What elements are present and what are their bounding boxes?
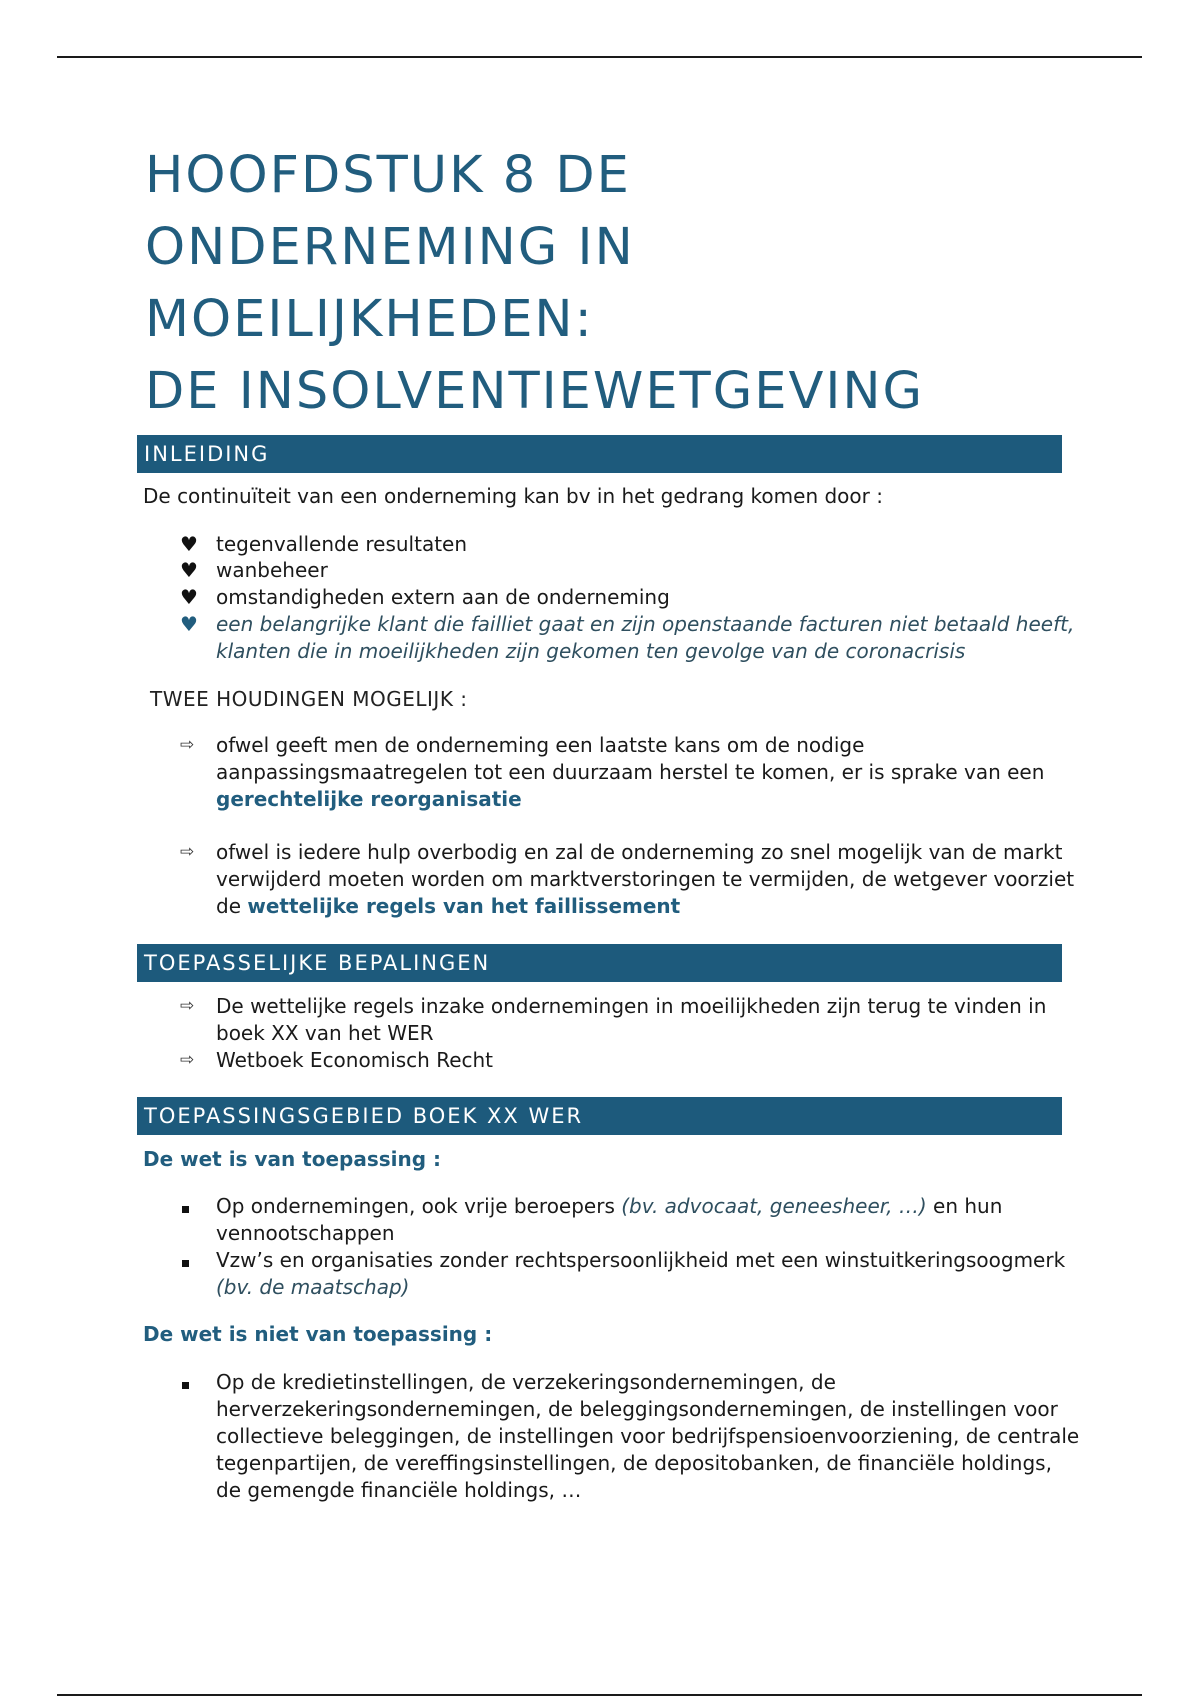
option-1-highlight: gerechtelijke reorganisatie <box>216 787 522 811</box>
applies-2-example: (bv. de maatschap) <box>216 1275 410 1299</box>
list-item-text: Wetboek Economisch Recht <box>216 1048 494 1072</box>
not-applies-heading: De wet is niet van toepassing : <box>143 1322 493 1346</box>
section-heading-toepassingsgebied: TOEPASSINGSGEBIED BOEK XX WER <box>137 1097 1062 1135</box>
heart-bullet-icon: ♥ <box>180 558 198 582</box>
heart-bullet-icon: ♥ <box>180 585 198 609</box>
square-bullet-icon <box>180 1247 200 1274</box>
applies-1-text: Op ondernemingen, ook vrije beroepers <box>216 1194 615 1218</box>
section-heading-inleiding: INLEIDING <box>137 435 1062 473</box>
list-item <box>180 584 1080 611</box>
list-item <box>180 1193 1080 1247</box>
title-line-2: ONDERNEMING IN <box>145 218 635 277</box>
intro-paragraph: De continuïteit van een onderneming kan bv in het gedrang komen door : <box>143 484 883 508</box>
square-bullet-icon <box>180 1193 200 1220</box>
option-text <box>216 839 1080 920</box>
list-item <box>180 1047 1080 1074</box>
list-item-text: De wettelijke regels inzake ondernemingen in moeilijkheden zijn terug te vinden in boek XX van het WER <box>216 994 1047 1045</box>
arrow-bullet-icon: ⇨ <box>180 1050 195 1070</box>
list-item-text: tegenvallende resultaten <box>216 532 468 556</box>
option-1-text: ofwel geeft men de onderneming een laatste kans om de nodige aanpassingsmaatregelen tot een duurzaam herstel te komen, er is sprake van een <box>216 733 1045 784</box>
list-item-text: wanbeheer <box>216 558 328 582</box>
heart-bullet-icon: ♥ <box>180 612 198 636</box>
title-line-1: HOOFDSTUK 8 DE <box>145 146 631 205</box>
option-item <box>180 732 1080 813</box>
example-text: een belangrijke klant die failliet gaat en zijn openstaande facturen niet betaald heeft, klanten die in moeilijkheden zijn gekomen ten gevolge van de coronacrisis <box>216 612 1075 663</box>
bottom-rule <box>57 1694 1142 1696</box>
option-2-highlight: wettelijke regels van het faillissement <box>247 894 681 918</box>
list-item-text: Op de kredietinstellingen, de verzekeringsondernemingen, de herverzekeringsondernemingen, de beleggingsondernemingen, de instellingen voor collectieve beleggingen, de instellingen voor bedrijfspensioenvoorziening, de centrale tegenpartijen, de vereffingsinstellingen, de depositobanken, de financiële holdings, de gemengde financiële holdings, … <box>216 1370 1080 1502</box>
list-item <box>180 531 1080 558</box>
option-text <box>216 732 1080 813</box>
list-item-text: omstandigheden extern aan de onderneming <box>216 585 670 609</box>
list-item <box>180 993 1080 1047</box>
list-item <box>180 557 1080 584</box>
applies-2-text: Vzw’s en organisaties zonder rechtspersoonlijkheid met een winstuitkeringsoogmerk <box>216 1248 1066 1272</box>
title-line-4: DE INSOLVENTIEWETGEVING <box>145 362 925 421</box>
square-bullet-icon <box>180 1369 200 1396</box>
subheading-houdingen: TWEE HOUDINGEN MOGELIJK : <box>150 687 468 711</box>
section-heading-bepalingen: TOEPASSELIJKE BEPALINGEN <box>137 944 1062 982</box>
heart-bullet-icon: ♥ <box>180 532 198 556</box>
list-item <box>180 1247 1080 1301</box>
list-item-text <box>216 1247 1080 1301</box>
option-item <box>180 839 1080 920</box>
list-item <box>180 1369 1080 1504</box>
option-2-text: ofwel is iedere hulp overbodig en zal de onderneming zo snel mogelijk van de markt verwijderd moeten worden om marktverstoringen te vermijden, de wetgever voorziet de <box>216 840 1075 918</box>
arrow-bullet-icon: ⇨ <box>180 996 195 1016</box>
applies-1-example: (bv. advocaat, geneesheer, …) <box>621 1194 927 1218</box>
arrow-bullet-icon: ⇨ <box>180 735 195 755</box>
list-item-example <box>180 611 1080 665</box>
arrow-bullet-icon: ⇨ <box>180 842 195 862</box>
title-line-3: MOEILIJKHEDEN: <box>145 290 594 349</box>
applies-heading: De wet is van toepassing : <box>143 1147 442 1171</box>
top-rule <box>57 56 1142 58</box>
list-item-text <box>216 1193 1080 1247</box>
page-title <box>145 140 1105 428</box>
applies-1-tail: en hun vennootschappen <box>216 1194 1003 1245</box>
